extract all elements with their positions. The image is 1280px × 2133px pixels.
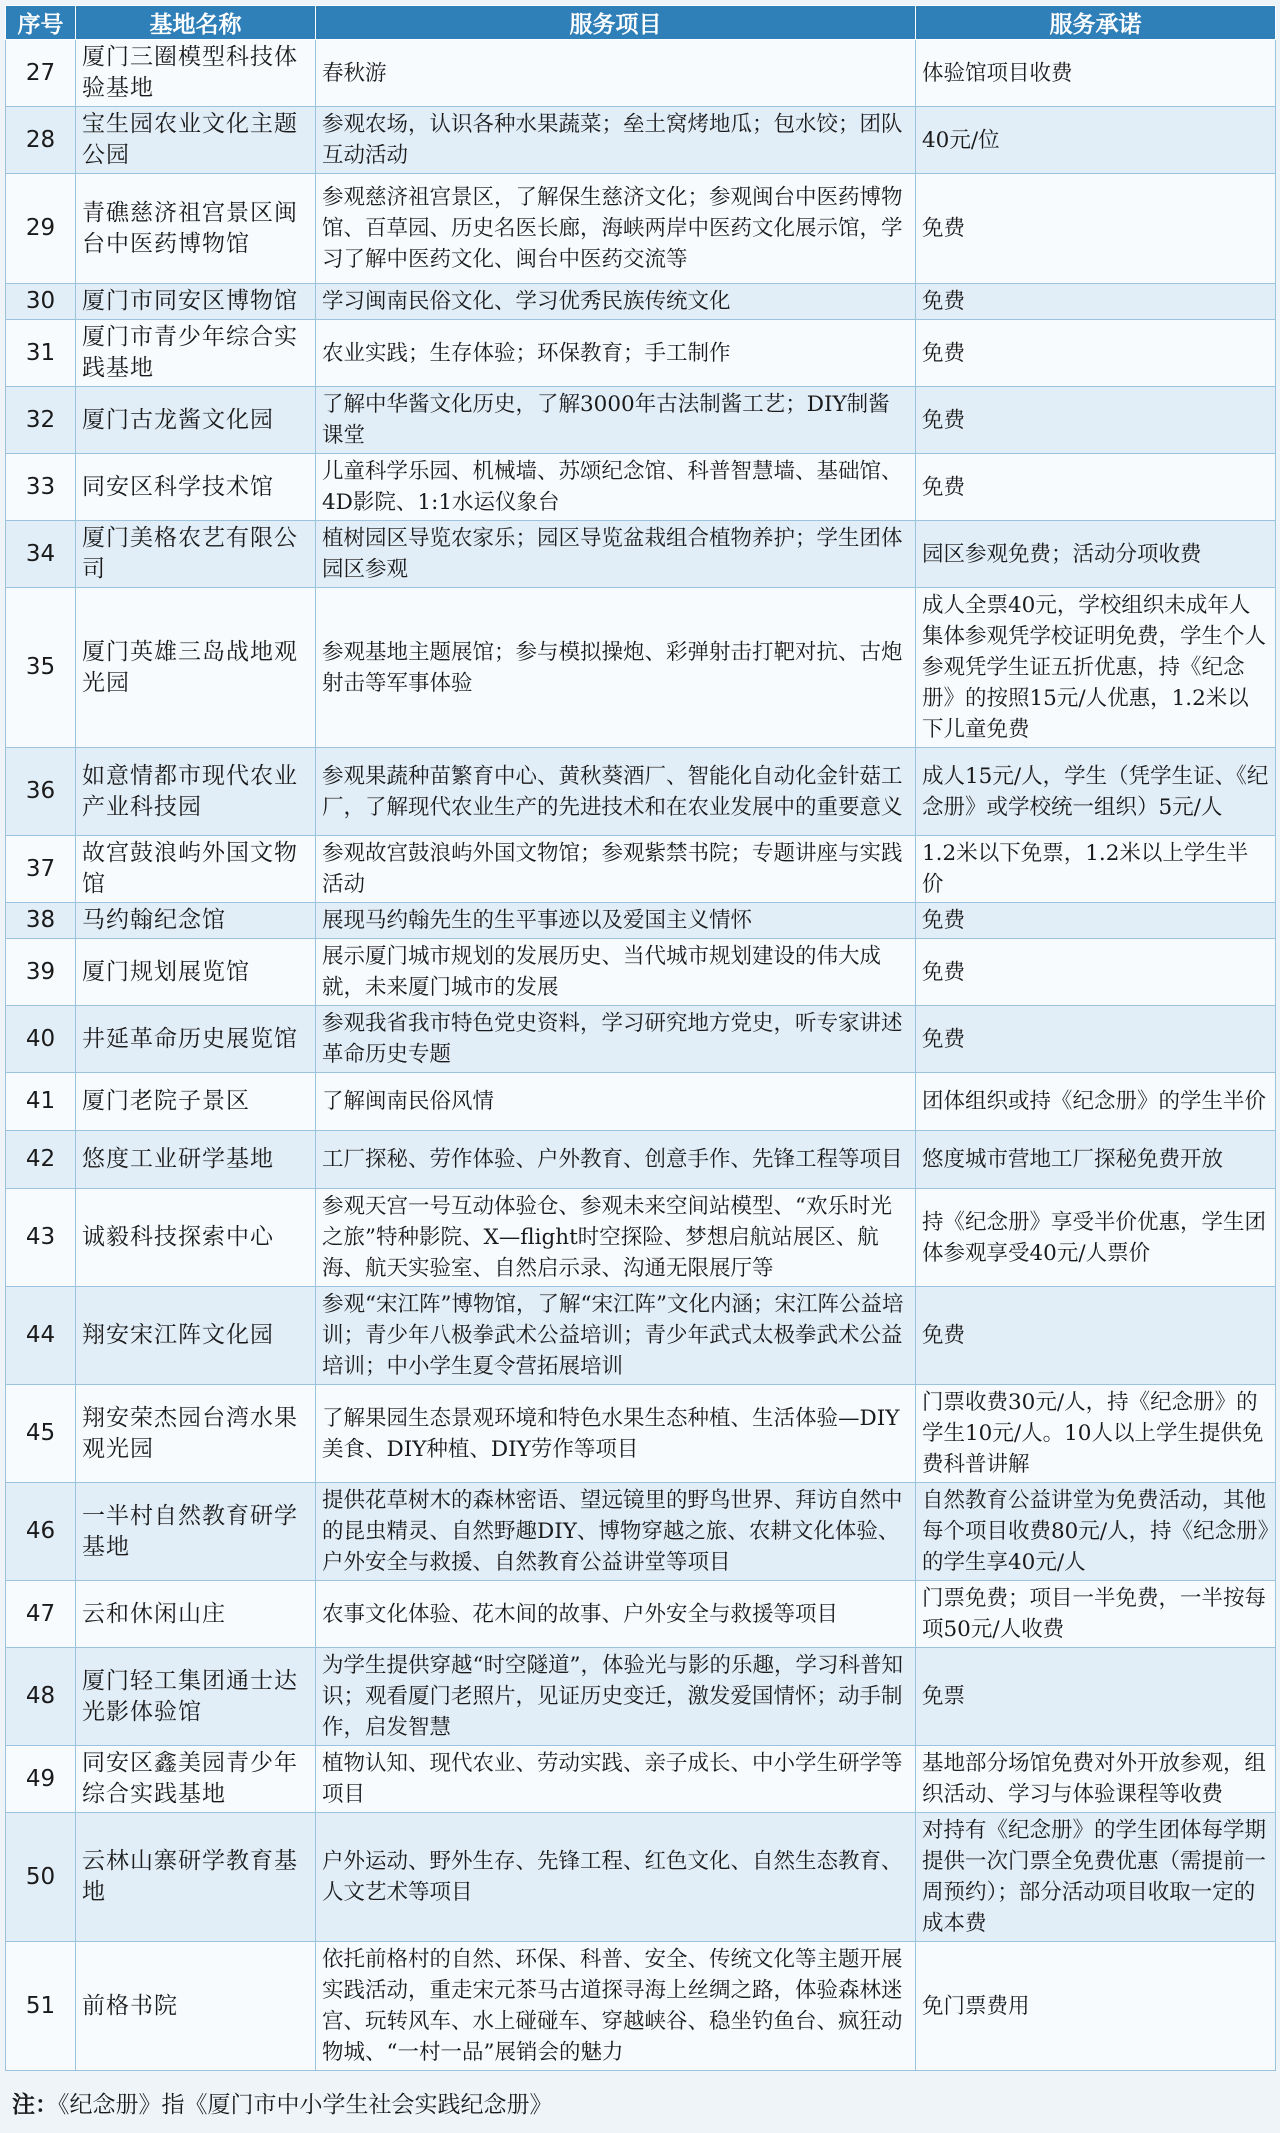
table-row: [6, 939, 1276, 1006]
table-row: [6, 1006, 1276, 1073]
table-row: [6, 1942, 1276, 2071]
row-promise: 悠度城市营地工厂探秘免费开放: [916, 1131, 1276, 1189]
row-service: 植树园区导览农家乐；园区导览盆栽组合植物养护；学生团体园区参观: [316, 521, 916, 588]
row-name: 井延革命历史展览馆: [76, 1006, 316, 1073]
row-service: 参观“宋江阵”博物馆，了解“宋江阵”文化内涵；宋江阵公益培训；青少年八极拳武术公益培训；青少年武式太极拳武术公益培训；中小学生夏令营拓展培训: [316, 1287, 916, 1385]
table-header-row: [6, 6, 1276, 40]
row-service: 参观天宫一号互动体验仓、参观未来空间站模型、“欢乐时光之旅”特种影院、X—flight时空探险、梦想启航站展区、航海、航天实验室、自然启示录、沟通无限展厅等: [316, 1189, 916, 1287]
row-promise: 免费: [916, 387, 1276, 454]
footnote: [12, 2086, 553, 2119]
row-promise: 免费: [916, 174, 1276, 284]
row-no: 48: [6, 1648, 76, 1746]
row-service: 工厂探秘、劳作体验、户外教育、创意手作、先锋工程等项目: [316, 1131, 916, 1189]
row-name: 宝生园农业文化主题公园: [76, 107, 316, 174]
row-service: 儿童科学乐园、机械墙、苏颂纪念馆、科普智慧墙、基础馆、4D影院、1:1水运仪象台: [316, 454, 916, 521]
row-name: 厦门规划展览馆: [76, 939, 316, 1006]
row-promise: 园区参观免费；活动分项收费: [916, 521, 1276, 588]
table-row: [6, 174, 1276, 284]
table-row: [6, 836, 1276, 903]
row-service: 了解中华酱文化历史，了解3000年古法制酱工艺；DIY制酱课堂: [316, 387, 916, 454]
row-no: 41: [6, 1073, 76, 1131]
row-no: 49: [6, 1746, 76, 1813]
row-promise: 门票免费；项目一半免费，一半按每项50元/人收费: [916, 1581, 1276, 1648]
table-row: [6, 107, 1276, 174]
table-row: [6, 1287, 1276, 1385]
row-service: 了解闽南民俗风情: [316, 1073, 916, 1131]
row-no: 39: [6, 939, 76, 1006]
row-no: 27: [6, 40, 76, 107]
table-row: [6, 1746, 1276, 1813]
row-no: 50: [6, 1813, 76, 1942]
row-promise: 免费: [916, 939, 1276, 1006]
table-row: [6, 1189, 1276, 1287]
row-name: 悠度工业研学基地: [76, 1131, 316, 1189]
row-name: 云和休闲山庄: [76, 1581, 316, 1648]
row-no: 38: [6, 903, 76, 939]
row-name: 厦门老院子景区: [76, 1073, 316, 1131]
table-row: [6, 1483, 1276, 1581]
table-row: [6, 903, 1276, 939]
table-row: [6, 40, 1276, 107]
row-promise: 免费: [916, 1287, 1276, 1385]
table-row: [6, 1073, 1276, 1131]
row-service: 依托前格村的自然、环保、科普、安全、传统文化等主题开展实践活动，重走宋元茶马古道探寻海上丝绸之路，体验森林迷宫、玩转风车、水上碰碰车、穿越峡谷、稳坐钓鱼台、疯狂动物城、“一村一品”展销会的魅力: [316, 1942, 916, 2071]
header-no: 序号: [6, 6, 76, 40]
row-no: 33: [6, 454, 76, 521]
row-service: 户外运动、野外生存、先锋工程、红色文化、自然生态教育、人文艺术等项目: [316, 1813, 916, 1942]
table-row: [6, 320, 1276, 387]
row-service: 为学生提供穿越“时空隧道”，体验光与影的乐趣，学习科普知识；观看厦门老照片，见证历史变迁，激发爱国情怀；动手制作，启发智慧: [316, 1648, 916, 1746]
header-promise: 服务承诺: [916, 6, 1276, 40]
table-row: [6, 1813, 1276, 1942]
table-row: [6, 588, 1276, 748]
row-promise: 免门票费用: [916, 1942, 1276, 2071]
row-name: 厦门英雄三岛战地观光园: [76, 588, 316, 748]
row-service: 展示厦门城市规划的发展历史、当代城市规划建设的伟大成就，未来厦门城市的发展: [316, 939, 916, 1006]
row-name: 厦门市同安区博物馆: [76, 284, 316, 320]
row-promise: 基地部分场馆免费对外开放参观，组织活动、学习与体验课程等收费: [916, 1746, 1276, 1813]
row-service: 参观基地主题展馆；参与模拟操炮、彩弹射击打靶对抗、古炮射击等军事体验: [316, 588, 916, 748]
footnote-text: 《纪念册》指《厦门市中小学生社会实践纪念册》: [58, 2092, 553, 2118]
row-promise: 成人全票40元，学校组织未成年人集体参观凭学校证明免费，学生个人参观凭学生证五折优惠，持《纪念册》的按照15元/人优惠，1.2米以下儿童免费: [916, 588, 1276, 748]
row-name: 前格书院: [76, 1942, 316, 2071]
row-name: 厦门市青少年综合实践基地: [76, 320, 316, 387]
row-promise: 40元/位: [916, 107, 1276, 174]
service-table: [5, 5, 1276, 2071]
row-promise: 免费: [916, 284, 1276, 320]
row-service: 农事文化体验、花木间的故事、户外安全与救援等项目: [316, 1581, 916, 1648]
row-name: 一半村自然教育研学基地: [76, 1483, 316, 1581]
row-no: 45: [6, 1385, 76, 1483]
row-no: 43: [6, 1189, 76, 1287]
row-name: 厦门三圈模型科技体验基地: [76, 40, 316, 107]
row-no: 47: [6, 1581, 76, 1648]
row-service: 了解果园生态景观环境和特色水果生态种植、生活体验—DIY美食、DIY种植、DIY劳作等项目: [316, 1385, 916, 1483]
row-service: 展现马约翰先生的生平事迹以及爱国主义情怀: [316, 903, 916, 939]
row-name: 厦门轻工集团通士达光影体验馆: [76, 1648, 316, 1746]
row-promise: 对持有《纪念册》的学生团体每学期提供一次门票全免费优惠（需提前一周预约）；部分活动项目收取一定的成本费: [916, 1813, 1276, 1942]
row-promise: 免费: [916, 454, 1276, 521]
row-service: 提供花草树木的森林密语、望远镜里的野鸟世界、拜访自然中的昆虫精灵、自然野趣DIY、博物穿越之旅、农耕文化体验、户外安全与救援、自然教育公益讲堂等项目: [316, 1483, 916, 1581]
row-promise: 免费: [916, 1006, 1276, 1073]
row-service: 学习闽南民俗文化、学习优秀民族传统文化: [316, 284, 916, 320]
table-row: [6, 454, 1276, 521]
row-service: 参观慈济祖宫景区，了解保生慈济文化；参观闽台中医药博物馆、百草园、历史名医长廊，海峡两岸中医药文化展示馆，学习了解中医药文化、闽台中医药交流等: [316, 174, 916, 284]
row-name: 云林山寨研学教育基地: [76, 1813, 316, 1942]
row-promise: 门票收费30元/人，持《纪念册》的学生10元/人。10人以上学生提供免费科普讲解: [916, 1385, 1276, 1483]
row-no: 44: [6, 1287, 76, 1385]
row-name: 同安区科学技术馆: [76, 454, 316, 521]
header-name: 基地名称: [76, 6, 316, 40]
row-name: 翔安荣杰园台湾水果观光园: [76, 1385, 316, 1483]
table-row: [6, 521, 1276, 588]
row-no: 32: [6, 387, 76, 454]
row-no: 37: [6, 836, 76, 903]
row-no: 34: [6, 521, 76, 588]
table-body: [6, 40, 1276, 2071]
table-row: [6, 284, 1276, 320]
row-name: 故宫鼓浪屿外国文物馆: [76, 836, 316, 903]
row-promise: 体验馆项目收费: [916, 40, 1276, 107]
row-service: 参观我省我市特色党史资料，学习研究地方党史，听专家讲述革命历史专题: [316, 1006, 916, 1073]
row-no: 35: [6, 588, 76, 748]
row-promise: 免费: [916, 903, 1276, 939]
footnote-label: 注：: [12, 2092, 58, 2118]
row-no: 31: [6, 320, 76, 387]
row-name: 同安区鑫美园青少年综合实践基地: [76, 1746, 316, 1813]
row-no: 28: [6, 107, 76, 174]
table-row: [6, 1131, 1276, 1189]
row-promise: 自然教育公益讲堂为免费活动，其他每个项目收费80元/人，持《纪念册》的学生享40元/人: [916, 1483, 1276, 1581]
row-name: 厦门美格农艺有限公司: [76, 521, 316, 588]
row-name: 青礁慈济祖宫景区闽台中医药博物馆: [76, 174, 316, 284]
row-no: 29: [6, 174, 76, 284]
header-service: 服务项目: [316, 6, 916, 40]
row-no: 42: [6, 1131, 76, 1189]
row-promise: 团体组织或持《纪念册》的学生半价: [916, 1073, 1276, 1131]
row-service: 参观农场，认识各种水果蔬菜；垒土窝烤地瓜；包水饺；团队互动活动: [316, 107, 916, 174]
row-no: 40: [6, 1006, 76, 1073]
row-no: 46: [6, 1483, 76, 1581]
row-service: 农业实践；生存体验；环保教育；手工制作: [316, 320, 916, 387]
table-row: [6, 387, 1276, 454]
row-name: 诚毅科技探索中心: [76, 1189, 316, 1287]
table-row: [6, 1385, 1276, 1483]
row-no: 51: [6, 1942, 76, 2071]
table-row: [6, 1648, 1276, 1746]
row-promise: 免费: [916, 320, 1276, 387]
row-no: 36: [6, 748, 76, 836]
row-service: 春秋游: [316, 40, 916, 107]
row-service: 参观故宫鼓浪屿外国文物馆；参观紫禁书院；专题讲座与实践活动: [316, 836, 916, 903]
row-name: 如意情都市现代农业产业科技园: [76, 748, 316, 836]
row-promise: 免票: [916, 1648, 1276, 1746]
row-promise: 成人15元/人，学生（凭学生证、《纪念册》或学校统一组织）5元/人: [916, 748, 1276, 836]
table-row: [6, 1581, 1276, 1648]
row-promise: 持《纪念册》享受半价优惠，学生团体参观享受40元/人票价: [916, 1189, 1276, 1287]
row-name: 马约翰纪念馆: [76, 903, 316, 939]
row-service: 参观果蔬种苗繁育中心、黄秋葵酒厂、智能化自动化金针菇工厂，了解现代农业生产的先进技术和在农业发展中的重要意义: [316, 748, 916, 836]
table-row: [6, 748, 1276, 836]
row-service: 植物认知、现代农业、劳动实践、亲子成长、中小学生研学等项目: [316, 1746, 916, 1813]
row-name: 厦门古龙酱文化园: [76, 387, 316, 454]
row-no: 30: [6, 284, 76, 320]
row-name: 翔安宋江阵文化园: [76, 1287, 316, 1385]
row-promise: 1.2米以下免票，1.2米以上学生半价: [916, 836, 1276, 903]
